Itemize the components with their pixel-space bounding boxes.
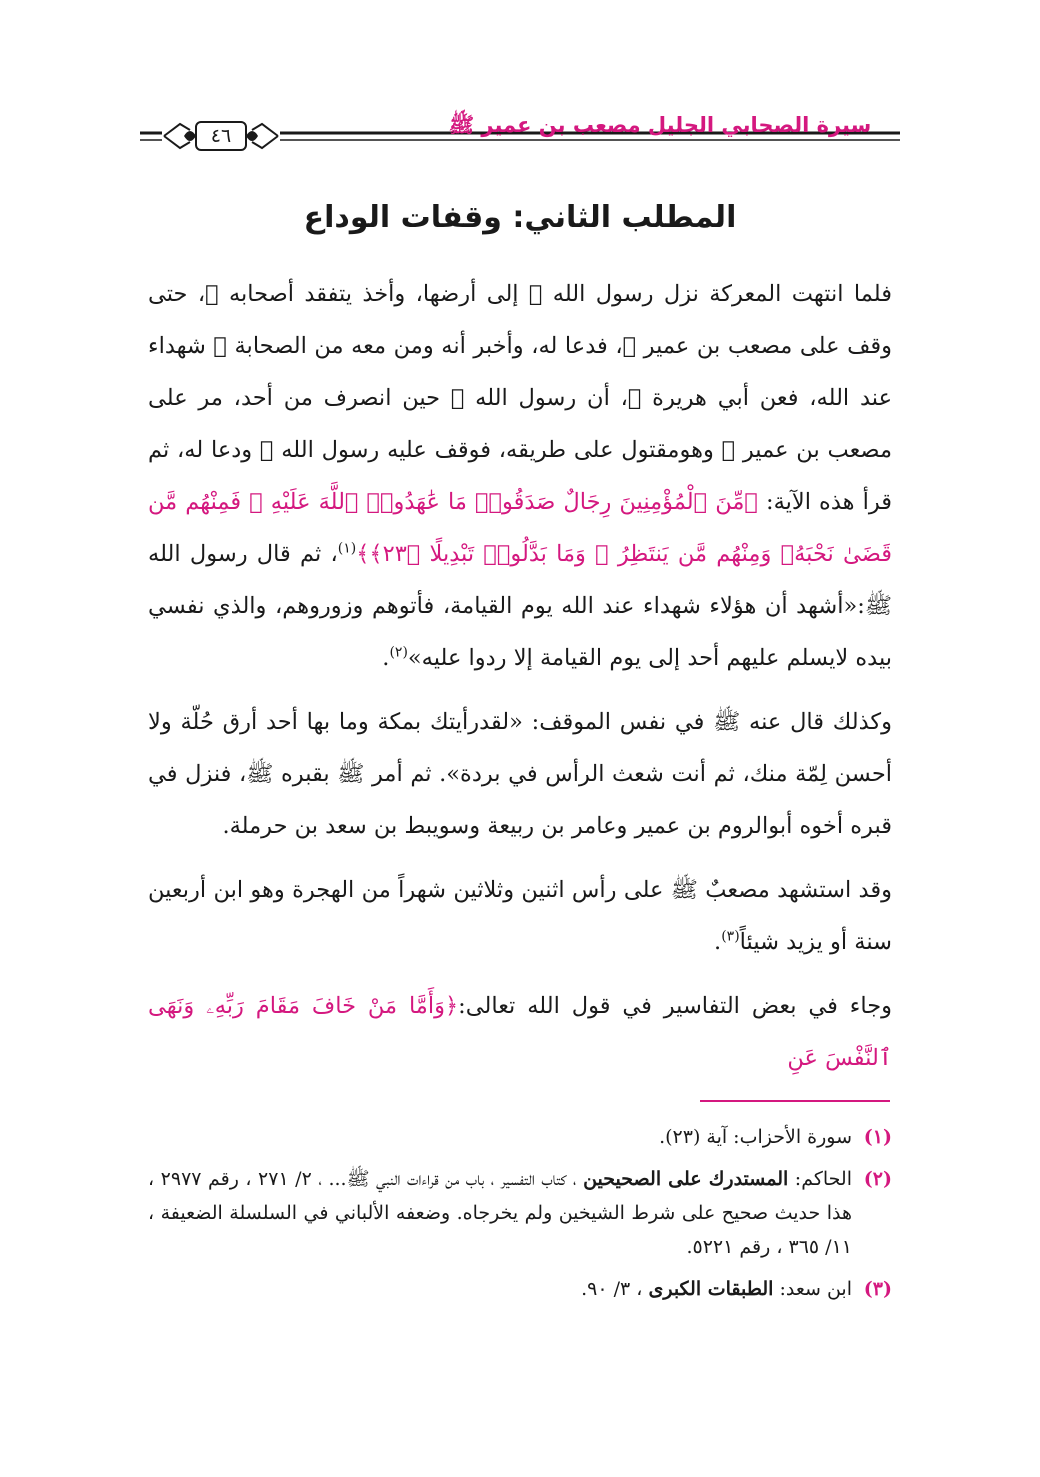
- footnote-author: ابن سعد:: [773, 1278, 852, 1300]
- footnote-text: [148, 1162, 852, 1264]
- footnote-ref-3: (٣): [721, 928, 740, 945]
- footnote-text: سورة الأحزاب: آية (٢٣).: [659, 1126, 852, 1148]
- main-text: [148, 268, 892, 1084]
- paragraph-3-text-a: وقد استشهد مصعبٌ ﷺ على رأس اثنين وثلاثين شهراً من الهجرة وهو ابن أربعين سنة أو يزيد شيئاً: [148, 877, 892, 955]
- paragraph-1-text-b: ، ثم قال رسول الله ﷺ:«أشهد أن هؤلاء شهداء عند الله يوم القيامة، فأتوهم وزوروهم، والذي نفسي بيده لايسلم عليهم أحد إلى يوم القيامة إلا ردوا عليه»: [148, 541, 892, 671]
- footnotes: [148, 1120, 892, 1314]
- footnote-book-title: المستدرك على الصحيحين: [583, 1168, 789, 1190]
- quran-verse: ﴿مِّنَ ٱلْمُؤْمِنِينَ رِجَالٌ صَدَقُوا۟ مَا عَٰهَدُوا۟ ٱللَّهَ عَلَيْهِ ۖ فَمِنْهُم مَّن قَضَىٰ نَحْبَهُۥ وَمِنْهُم مَّن يَنتَظِرُ ۖ وَمَا بَدَّلُوا۟ تَبْدِيلًا ﴿٢٣﴾﴾: [148, 489, 893, 567]
- footnote-3: [148, 1272, 892, 1306]
- paragraph-1-text-c: .: [382, 645, 390, 671]
- paragraph-4: [148, 980, 892, 1084]
- footnote-ref-2: (٢): [389, 644, 408, 661]
- section-title: المطلب الثاني: وقفات الوداع: [303, 200, 737, 235]
- page-number: ٤٦: [210, 125, 232, 147]
- footnote-details: ، كتاب التفسير ، باب من قراءات النبي ﷺ... ، ٢/ ٢٧١ ، رقم ٢٩٧٧ ، هذا حديث صحيح على شرط الشيخين ولم يخرجاه. وضعفه الألباني في السلسلة الضعيفة ، ١١/ ٣٦٥ ، رقم ٥٢٢١.: [148, 1168, 852, 1258]
- footnote-text: [148, 1272, 852, 1306]
- footnote-2: [148, 1162, 892, 1264]
- footnote-details: ، ٣/ ٩٠.: [581, 1278, 649, 1300]
- footnote-1: [148, 1120, 892, 1154]
- footnote-divider: [700, 1100, 890, 1102]
- paragraph-4-text-a: وجاء في بعض التفاسير في قول الله تعالى:: [458, 993, 893, 1019]
- footnote-number: (٣): [863, 1278, 892, 1300]
- paragraph-3-text-b: .: [714, 929, 722, 955]
- footnote-book-title: الطبقات الكبرى: [648, 1278, 774, 1300]
- running-title: سيرة الصحابي الجليل مصعب بن عمير ﷺ: [448, 113, 872, 137]
- paragraph-3: [148, 864, 892, 968]
- footnote-number: (١): [863, 1126, 892, 1148]
- footnote-author: الحاكم:: [788, 1168, 853, 1190]
- footnote-ref-1: (١): [337, 540, 357, 557]
- paragraph-2: وكذلك قال عنه ﷺ في نفس الموقف: «لقدرأيتك بمكة وما بها أحد أرق حُلّة ولا أحسن لِمّة منك، ثم أنت شعث الرأس في بردة». ثم أمر ﷺ بقبره ﷺ، فنزل في قبره أخوه أبوالروم بن عمير وعامر بن ربيعة وسويبط بن سعد بن حرملة.: [148, 709, 892, 839]
- page-header: [140, 100, 900, 160]
- paragraph-1: [148, 268, 892, 684]
- footnote-number: (٢): [863, 1168, 892, 1190]
- paragraph-1-text-a: فلما انتهت المعركة نزل رسول الله ﷺ إلى أرضها، وأخذ يتفقد أصحابه ﷺ، حتى وقف على مصعب بن عمير ﷺ، فدعا له، وأخبر أنه ومن معه من الصحابة ﷺ شهداء عند الله، فعن أبي هريرة ﷺ، أن رسول الله ﷺ حين انصرف من أحد، مر على مصعب بن عمير ﷺ وهومقتول على طريقه، فوقف عليه رسول الله ﷺ ودعا له، ثم قرأ هذه الآية:: [148, 281, 893, 515]
- quran-verse-2: ﴿وَأَمَّا مَنْ خَافَ مَقَامَ رَبِّهِۦ وَنَهَى ٱلنَّفْسَ عَنِ: [148, 993, 892, 1071]
